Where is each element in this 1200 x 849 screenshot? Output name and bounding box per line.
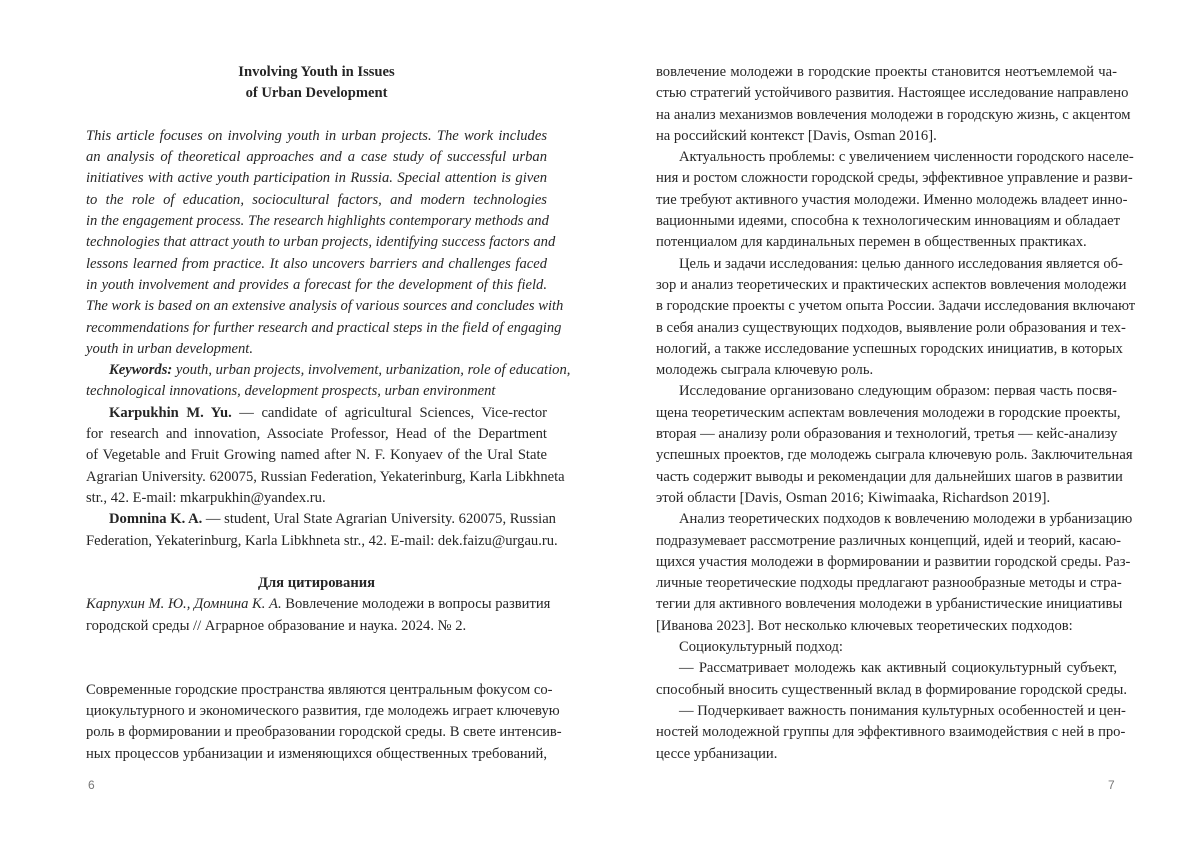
abstract-line: lessons learned from practice. It also uncovers barriers and challenges faced xyxy=(86,254,547,275)
paragraph-line: подразумевает рассмотрение различных концепций, идей и теорий, касаю- xyxy=(656,531,1117,552)
paragraph-line: тегии для активного вовлечения молодежи в урбанистические инициативы xyxy=(656,594,1117,615)
paragraph-line: вационными идеями, способна к технологическим инновациям и обладает xyxy=(656,211,1117,232)
paragraph-line: цессе урбанизации. xyxy=(656,744,1117,765)
abstract-line: in youth involvement and provides a forecast for the development of this field. xyxy=(86,275,547,296)
paragraph xyxy=(656,701,1117,765)
paragraph-line: этой области [Davis, Osman 2016; Kiwimaaka, Richardson 2019]. xyxy=(656,488,1117,509)
paragraph-line: зор и анализ теоретических и практических аспектов вовлечения молодежи xyxy=(656,275,1117,296)
paragraph-line: Исследование организовано следующим образом: первая часть посвя- xyxy=(656,381,1117,402)
author-info: for research and innovation, Associate Professor, Head of the Department xyxy=(86,424,547,445)
abstract-line: in the engagement process. The research highlights contemporary methods and xyxy=(86,211,547,232)
citation-text: Вовлечение молодежи в вопросы развития xyxy=(282,596,551,612)
paragraph xyxy=(656,637,1117,658)
abstract-line: The work is based on an extensive analysis of various sources and concludes with xyxy=(86,296,547,317)
body-line: циокультурного и экономического развития, где молодежь играет ключевую xyxy=(86,701,547,722)
abstract-line: to the role of education, sociocultural factors, and modern technologies xyxy=(86,190,547,211)
paragraph xyxy=(656,147,1117,253)
author-name: Karpukhin M. Yu. xyxy=(109,405,232,421)
citation-heading: Для цитирования xyxy=(86,573,547,594)
paragraph-line: в себя анализ существующих подходов, выявление роли образования и тех- xyxy=(656,318,1117,339)
paragraph-line: на анализ механизмов вовлечения молодежи в городскую жизнь, с акцентом xyxy=(656,105,1117,126)
paragraph-line: — Подчеркивает важность понимания культурных особенностей и цен- xyxy=(656,701,1117,722)
author-info: Federation, Yekaterinburg, Karla Libkhneta str., 42. E-mail: dek.faizu@urgau.ru. xyxy=(86,531,547,552)
page-number: 7 xyxy=(1108,778,1115,792)
paragraph-line: Актуальность проблемы: с увеличением численности городского населе- xyxy=(656,147,1117,168)
paragraph xyxy=(656,381,1117,509)
paragraph xyxy=(656,658,1117,701)
abstract-line: technologies that attract youth to urban projects, identifying success factors and xyxy=(86,232,547,253)
body-text xyxy=(86,680,547,765)
paragraph-line: молодежь сыграла ключевую роль. xyxy=(656,360,1117,381)
paragraph-line: вторая — анализу роли образования и технологий, третья — кейс-анализу xyxy=(656,424,1117,445)
citation-text: городской среды // Аграрное образование и наука. 2024. № 2. xyxy=(86,616,547,637)
keywords-text: technological innovations, development prospects, urban environment xyxy=(86,381,547,402)
paragraph-line: часть содержит выводы и рекомендации для дальнейших шагов в развитии xyxy=(656,467,1117,488)
citation xyxy=(86,594,547,615)
abstract-line: This article focuses on involving youth in urban projects. The work includes xyxy=(86,126,547,147)
paragraph-line: ния и ростом сложности городской среды, эффективное управление и разви- xyxy=(656,168,1117,189)
paragraph xyxy=(656,509,1117,637)
paragraph-line: способный вносить существенный вклад в формирование городской среды. xyxy=(656,680,1117,701)
author-2 xyxy=(86,509,547,530)
body-line: Современные городские пространства являются центральным фокусом со- xyxy=(86,680,547,701)
author-info: of Vegetable and Fruit Growing named after N. F. Konyaev of the Ural State xyxy=(86,445,547,466)
abstract-line: recommendations for further research and practical steps in the field of engaging xyxy=(86,318,547,339)
body-line: роль в формировании и преобразовании городской среды. В свете интенсив- xyxy=(86,722,547,743)
paragraph-line: Анализ теоретических подходов к вовлечению молодежи в урбанизацию xyxy=(656,509,1117,530)
abstract-line: initiatives with active youth participation in Russia. Special attention is given xyxy=(86,168,547,189)
abstract-line: an analysis of theoretical approaches and a case study of successful urban xyxy=(86,147,547,168)
paragraph-line: нологий, а также исследование успешных городских инициатив, в которых xyxy=(656,339,1117,360)
right-page xyxy=(656,62,1117,765)
left-page xyxy=(86,62,547,765)
keywords xyxy=(86,360,547,381)
author-info: — candidate of agricultural Sciences, Vice-rector xyxy=(232,405,547,421)
keywords-label: Keywords: xyxy=(109,362,172,378)
keywords-text: youth, urban projects, involvement, urbanization, role of education, xyxy=(172,362,570,378)
paragraph-line: стью стратегий устойчивого развития. Настоящее исследование направлено xyxy=(656,83,1117,104)
article-title-line: Involving Youth in Issues xyxy=(86,62,547,83)
abstract xyxy=(86,126,547,360)
paragraph-line: на российский контекст [Davis, Osman 2016]. xyxy=(656,126,1117,147)
author-name: Domnina K. A. xyxy=(109,511,202,527)
body-line: ных процессов урбанизации и изменяющихся общественных требований, xyxy=(86,744,547,765)
abstract-line: youth in urban development. xyxy=(86,339,547,360)
paragraph xyxy=(656,254,1117,382)
paragraph-line: Цель и задачи исследования: целью данного исследования является об- xyxy=(656,254,1117,275)
author-info: — student, Ural State Agrarian University. 620075, Russian xyxy=(202,511,556,527)
paragraph-line: щена теоретическим аспектам вовлечения молодежи в городские проекты, xyxy=(656,403,1117,424)
paragraph-line: успешных проектов, где молодежь сыграла ключевую роль. Заключительная xyxy=(656,445,1117,466)
paragraph-line: личные теоретические подходы предлагают разнообразные методы и стра- xyxy=(656,573,1117,594)
author-1 xyxy=(86,403,547,424)
paragraph-line: вовлечение молодежи в городские проекты становится неотъемлемой ча- xyxy=(656,62,1117,83)
author-info: Agrarian University. 620075, Russian Federation, Yekaterinburg, Karla Libkhneta xyxy=(86,467,547,488)
paragraph-line: в городские проекты с учетом опыта России. Задачи исследования включают xyxy=(656,296,1117,317)
citation-authors: Карпухин М. Ю., Домнина К. А. xyxy=(86,596,282,612)
paragraph-line: — Рассматривает молодежь как активный социокультурный субъект, xyxy=(656,658,1117,679)
paragraph xyxy=(656,62,1117,147)
paragraph-line: ностей молодежной группы для эффективного взаимодействия с ней в про- xyxy=(656,722,1117,743)
paragraph-line: Социокультурный подход: xyxy=(656,637,1117,658)
paragraph-line: потенциалом для кардинальных перемен в общественных практиках. xyxy=(656,232,1117,253)
page-number: 6 xyxy=(88,778,95,792)
paragraph-line: [Иванова 2023]. Вот несколько ключевых теоретических подходов: xyxy=(656,616,1117,637)
paragraph-line: тие требуют активного участия молодежи. Именно молодежь владеет инно- xyxy=(656,190,1117,211)
author-info: str., 42. E-mail: mkarpukhin@yandex.ru. xyxy=(86,488,547,509)
paragraph-line: щихся участия молодежи в формировании и развитии городской среды. Раз- xyxy=(656,552,1117,573)
article-title-line: of Urban Development xyxy=(86,83,547,104)
